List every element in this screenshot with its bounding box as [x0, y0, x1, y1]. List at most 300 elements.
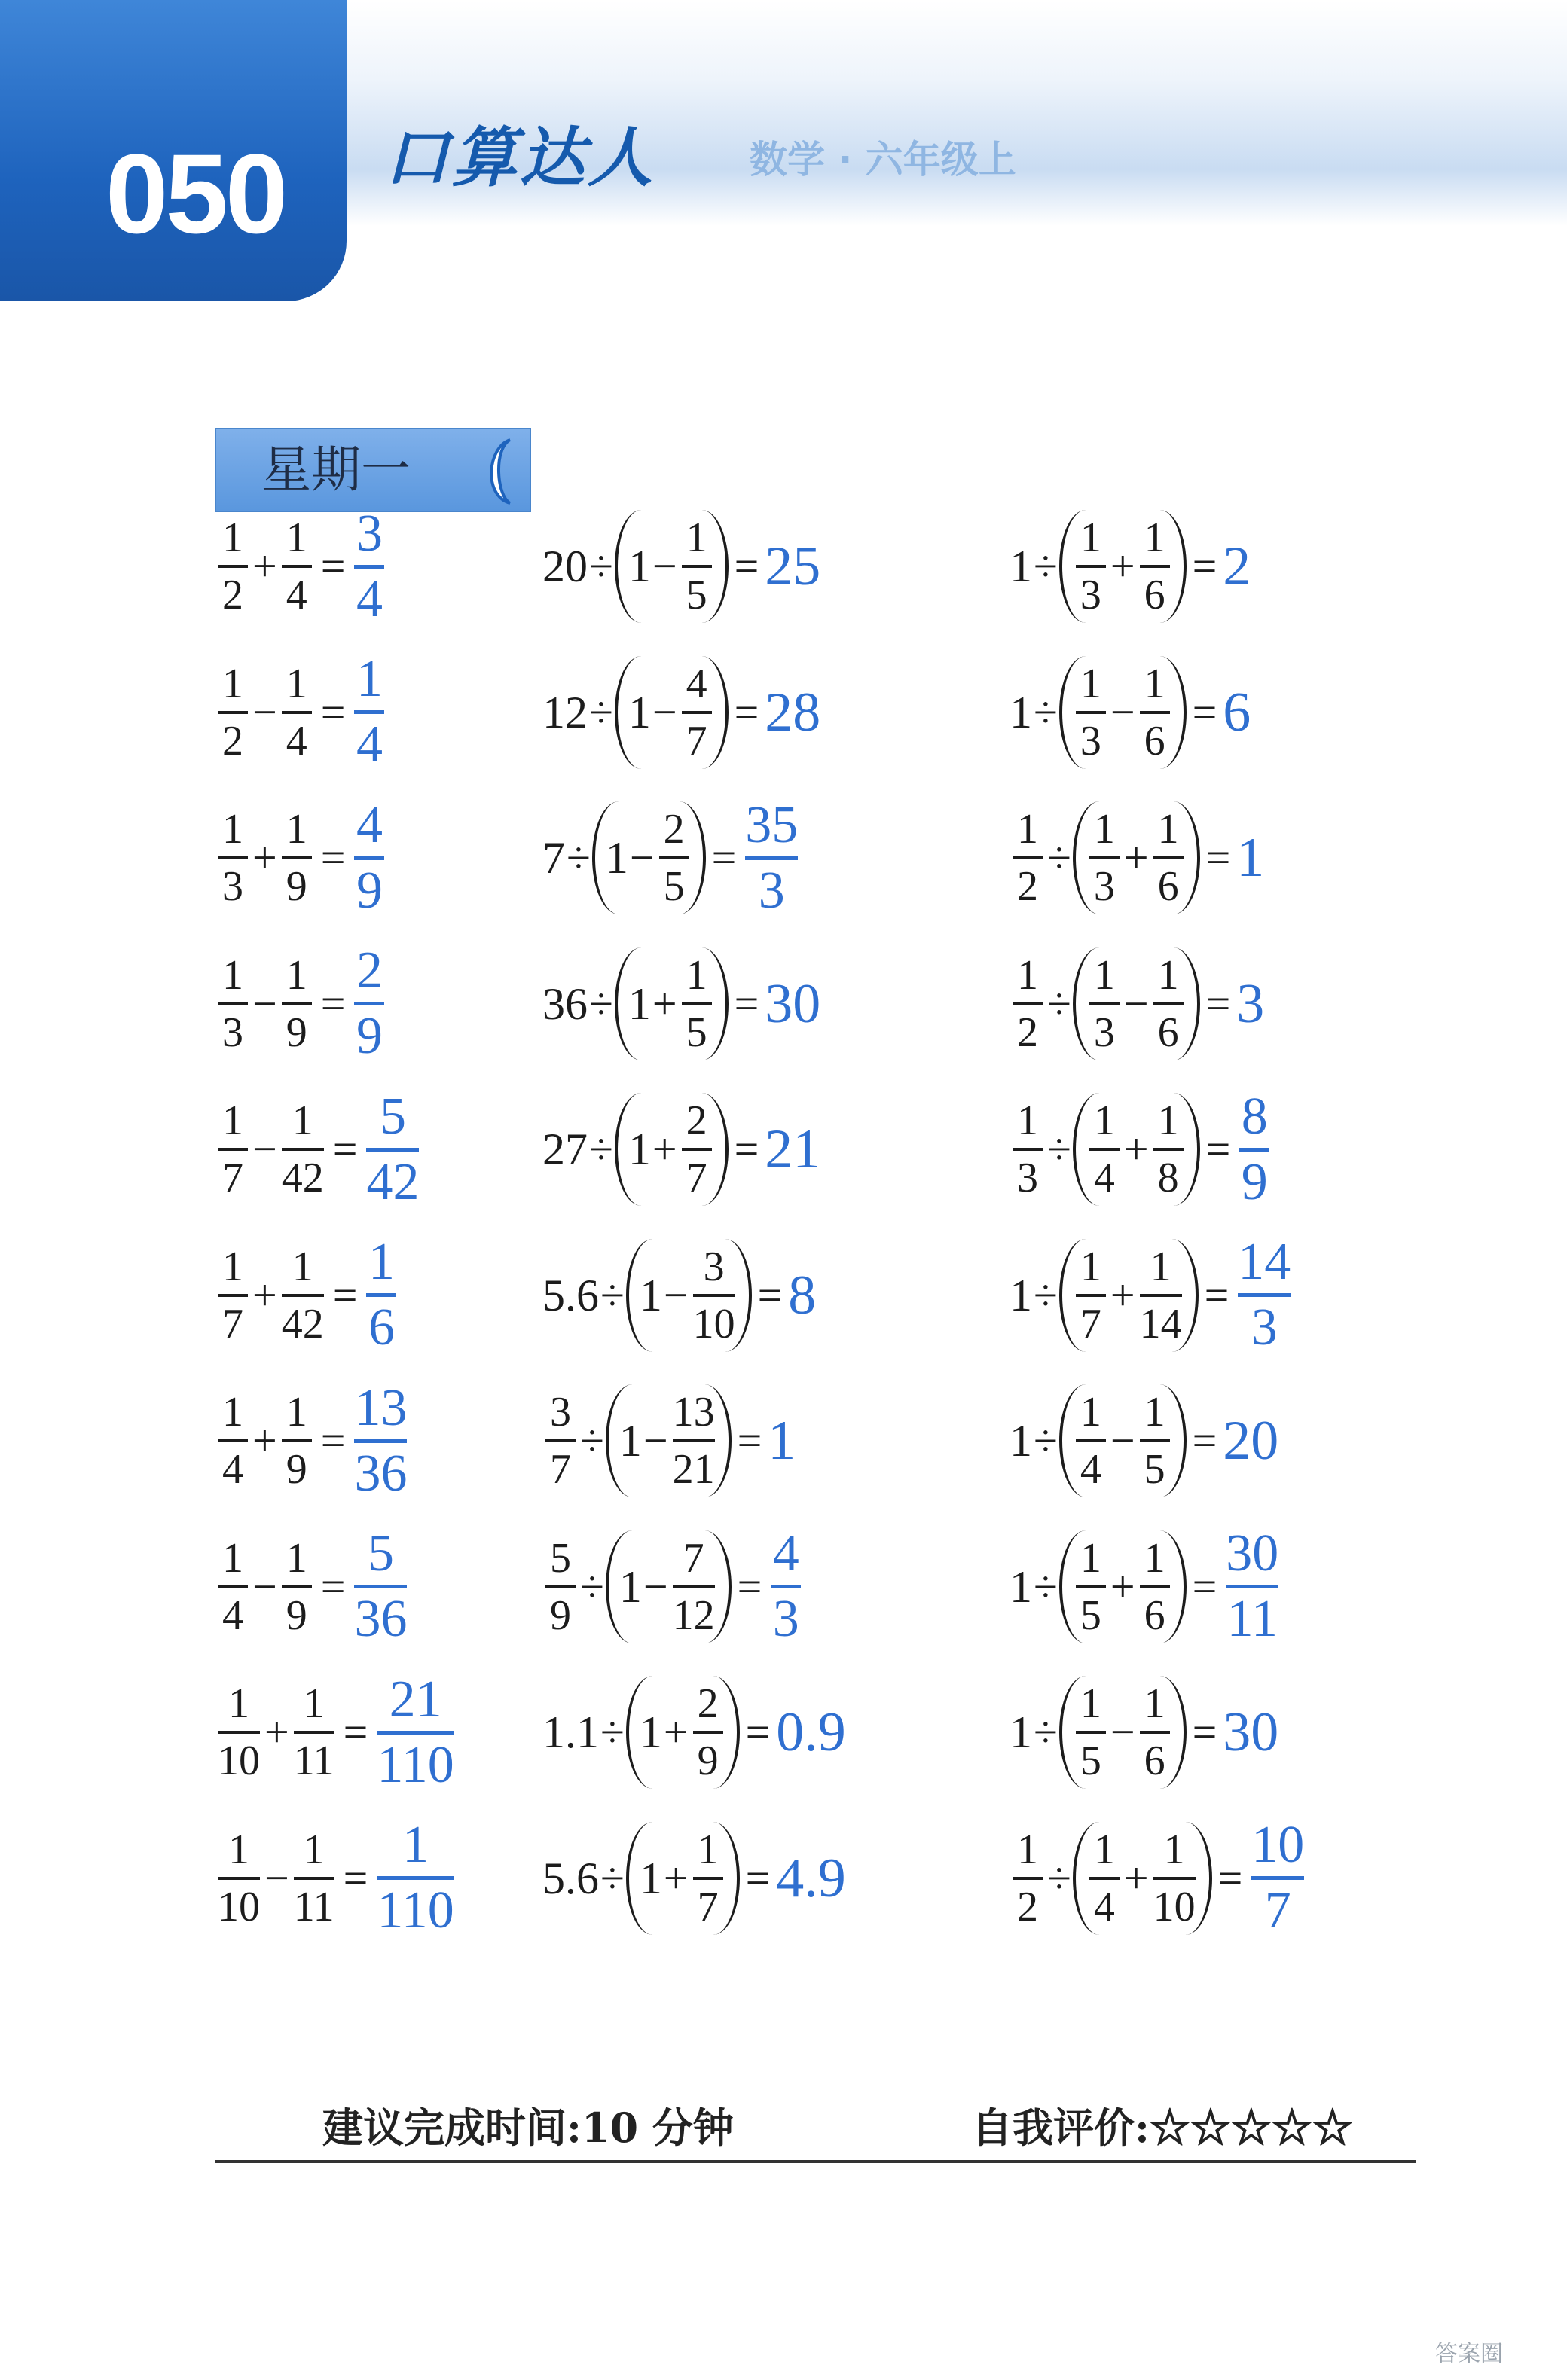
fraction-denominator: 6	[1157, 1008, 1179, 1056]
problem-item	[542, 1085, 820, 1213]
fraction-bar	[282, 1148, 324, 1151]
operator: +	[252, 542, 277, 590]
fraction-denominator: 7	[222, 1155, 243, 1201]
fraction-denominator: 36	[354, 1590, 408, 1648]
fraction-bar	[1140, 1439, 1170, 1442]
fraction-denominator: 6	[368, 1298, 395, 1356]
fraction-denominator: 7	[686, 1155, 707, 1201]
fraction-numerator: 1	[1017, 806, 1038, 853]
parenthesis-group	[1059, 510, 1187, 623]
fraction	[374, 1817, 457, 1939]
fraction	[1073, 1243, 1109, 1348]
number: 1	[628, 978, 651, 1029]
answer	[776, 1701, 846, 1763]
fraction-numerator: 1	[1144, 1534, 1165, 1582]
fraction-bar	[282, 1294, 324, 1297]
fraction-bar	[545, 1585, 576, 1588]
fraction-denominator: 2	[222, 717, 243, 764]
fraction	[679, 514, 715, 619]
operator: ÷	[580, 1416, 604, 1465]
fraction-denominator: 6	[1144, 572, 1165, 618]
fraction-bar	[218, 1877, 260, 1880]
number: 1	[605, 833, 628, 883]
fraction-denominator: 7	[1264, 1881, 1291, 1939]
problem-item	[542, 1814, 846, 1942]
answer	[374, 1817, 457, 1939]
operator: −	[1110, 1416, 1135, 1465]
day-banner-label: 星期一	[261, 441, 411, 499]
fraction-numerator: 1	[222, 1389, 243, 1436]
fraction-denominator: 3	[1251, 1298, 1278, 1356]
page-number: 050	[105, 130, 286, 257]
fraction-numerator: 1	[286, 1389, 307, 1436]
fraction-denominator: 42	[281, 1155, 324, 1201]
parenthesis-group	[606, 1530, 732, 1643]
fraction-denominator: 3	[222, 863, 243, 910]
number: 1	[628, 687, 651, 737]
fraction-bar	[659, 856, 689, 859]
fraction	[1086, 951, 1123, 1057]
fraction-bar	[1239, 1148, 1269, 1152]
equals-sign: =	[734, 687, 759, 737]
fraction-bar	[682, 1002, 712, 1005]
fraction-numerator: 1	[1163, 1826, 1185, 1873]
equals-sign: =	[1192, 1416, 1217, 1465]
fraction-numerator: 1	[1144, 660, 1165, 707]
fraction-bar	[282, 1439, 312, 1442]
parenthesis-group	[1073, 801, 1200, 914]
fraction-denominator: 3	[758, 861, 785, 920]
fraction-denominator: 10	[218, 1883, 260, 1930]
answer	[1236, 827, 1265, 889]
fraction-numerator: 1	[303, 1826, 325, 1873]
fraction-denominator: 9	[286, 1008, 307, 1056]
number: 36	[542, 978, 588, 1029]
parenthesis-group	[1073, 1093, 1200, 1206]
problem-item	[1010, 1377, 1278, 1505]
fraction-numerator: 2	[697, 1680, 719, 1727]
problem-item	[215, 502, 387, 630]
answer	[351, 506, 387, 627]
fraction-bar	[1013, 1002, 1043, 1005]
operator: −	[1110, 687, 1135, 737]
fraction	[542, 1388, 579, 1494]
equals-sign: =	[320, 978, 346, 1028]
answer	[765, 681, 821, 743]
parenthesis-group	[606, 1384, 732, 1497]
fraction-numerator: 1	[286, 660, 307, 707]
fraction-denominator: 3	[1080, 717, 1101, 764]
fraction-bar	[218, 1731, 260, 1734]
operator: +	[252, 1270, 277, 1320]
operator: +	[1123, 1853, 1149, 1902]
fraction-denominator: 9	[550, 1591, 571, 1639]
fraction-numerator: 5	[379, 1087, 406, 1146]
fraction-bar	[282, 856, 312, 859]
problem-item	[215, 1231, 399, 1359]
operator: ÷	[1034, 542, 1058, 590]
fraction-numerator: 1	[303, 1680, 325, 1727]
answer	[1223, 1701, 1279, 1763]
fraction-denominator: 2	[1017, 863, 1038, 910]
fraction-denominator: 9	[356, 1007, 383, 1065]
fraction-denominator: 11	[293, 1883, 334, 1930]
answer	[1248, 1817, 1307, 1939]
fraction-bar	[354, 1002, 384, 1005]
fraction-numerator: 4	[356, 795, 383, 854]
answer	[351, 943, 387, 1064]
problem-item	[1010, 940, 1264, 1068]
fraction-denominator: 6	[1144, 717, 1165, 764]
fraction-bar	[745, 856, 798, 860]
operator: +	[1123, 1124, 1149, 1173]
problem-item	[1010, 1231, 1294, 1359]
fraction-denominator: 36	[354, 1444, 408, 1503]
answer-value: 3	[1236, 972, 1265, 1035]
equals-sign: =	[757, 1270, 783, 1320]
fraction-numerator: 1	[686, 951, 707, 999]
operator: ÷	[1034, 687, 1058, 737]
fraction-numerator: 3	[356, 504, 383, 563]
answer-value: 21	[765, 1118, 821, 1180]
operator: +	[663, 1707, 689, 1756]
answer-value: 6	[1223, 681, 1251, 743]
problem-item	[1010, 1814, 1307, 1942]
book-title: 口算达人	[384, 121, 655, 196]
operator: ÷	[589, 978, 613, 1028]
book-subtitle: 数学 · 六年级上	[750, 138, 1016, 182]
fraction-bar	[1089, 856, 1120, 859]
fraction-bar	[282, 1002, 312, 1005]
fraction-denominator: 5	[1144, 1446, 1165, 1493]
operator: ÷	[1047, 833, 1071, 882]
operator: −	[652, 687, 677, 737]
fraction	[215, 660, 251, 765]
fraction-bar	[1076, 1439, 1106, 1442]
fraction-bar	[693, 1294, 735, 1297]
fraction-bar	[354, 710, 384, 714]
fraction-bar	[218, 1002, 248, 1005]
answer	[765, 1118, 821, 1180]
fraction-numerator: 1	[1150, 1243, 1171, 1290]
fraction-bar	[771, 1585, 801, 1588]
fraction-bar	[377, 1876, 454, 1880]
fraction	[363, 1089, 422, 1210]
fraction	[363, 1234, 399, 1356]
fraction-denominator: 14	[1139, 1300, 1182, 1347]
problem-item	[1010, 1523, 1281, 1651]
fraction-bar	[1076, 1731, 1106, 1734]
equals-sign: =	[320, 1561, 346, 1611]
fraction-denominator: 11	[293, 1738, 334, 1784]
fraction	[215, 1680, 263, 1785]
fraction-denominator: 110	[377, 1735, 454, 1794]
problem-item	[542, 1377, 796, 1505]
operator: ÷	[1034, 1561, 1058, 1611]
problem-item	[542, 1231, 816, 1359]
fraction-bar	[673, 1585, 715, 1588]
number: 1	[1010, 687, 1032, 737]
number: 1	[639, 1270, 662, 1320]
fraction	[1235, 1234, 1294, 1356]
operator: ÷	[1034, 1416, 1058, 1465]
fraction-numerator: 1	[1093, 951, 1115, 999]
equals-sign: =	[1205, 833, 1231, 882]
operator: +	[252, 1416, 277, 1465]
parenthesis-group	[1059, 1530, 1187, 1643]
equals-sign: =	[737, 1561, 762, 1611]
fraction-bar	[682, 565, 712, 568]
operator: −	[663, 1270, 689, 1320]
fraction-bar	[294, 1731, 334, 1734]
fraction-bar	[1140, 711, 1170, 714]
fraction-numerator: 7	[683, 1534, 704, 1582]
number: 1	[1010, 542, 1032, 591]
fraction	[670, 1534, 718, 1640]
fraction-numerator: 1	[286, 951, 307, 999]
operator: ÷	[1034, 1270, 1058, 1320]
fraction-numerator: 8	[1241, 1087, 1268, 1146]
fraction-numerator: 1	[286, 1534, 307, 1582]
fraction	[291, 1826, 338, 1931]
equals-sign: =	[1217, 1853, 1243, 1902]
parenthesis-group	[626, 1239, 752, 1352]
problem-item	[542, 648, 820, 777]
operator: +	[1110, 1561, 1135, 1611]
fraction	[351, 943, 387, 1064]
fraction-bar	[1153, 1002, 1184, 1005]
fraction-bar	[218, 1294, 248, 1297]
operator: −	[252, 687, 277, 737]
fraction-numerator: 2	[356, 941, 383, 999]
fraction-bar	[218, 1439, 248, 1442]
fraction-bar	[282, 711, 312, 714]
fraction-bar	[1089, 1877, 1120, 1880]
fraction	[351, 506, 387, 627]
equals-sign: =	[1205, 1124, 1231, 1173]
parenthesis-group	[1073, 1822, 1212, 1935]
problem-item	[215, 1523, 410, 1651]
fraction	[1073, 1388, 1109, 1494]
fraction-denominator: 21	[672, 1446, 715, 1493]
fraction-denominator: 3	[772, 1590, 799, 1648]
number: 7	[542, 833, 565, 883]
fraction-bar	[218, 856, 248, 859]
fraction-denominator: 4	[356, 716, 383, 774]
problem-item	[542, 502, 820, 630]
fraction-bar	[1076, 565, 1106, 568]
equals-sign: =	[320, 1416, 346, 1465]
problem-item	[1010, 502, 1251, 630]
fraction-numerator: 1	[228, 1826, 249, 1873]
answer	[351, 795, 387, 920]
operator: −	[643, 1416, 668, 1465]
equals-sign: =	[320, 833, 346, 882]
fraction-denominator: 4	[222, 1446, 243, 1493]
fraction-bar	[366, 1148, 419, 1152]
operator: ÷	[600, 1270, 625, 1320]
fraction-denominator: 2	[1017, 1008, 1038, 1056]
parenthesis-group	[615, 1093, 729, 1206]
fraction	[1010, 951, 1046, 1057]
answer-value: 30	[1223, 1701, 1279, 1763]
fraction-denominator: 7	[686, 717, 707, 764]
fraction-denominator: 9	[286, 1446, 307, 1493]
answer	[374, 1672, 457, 1793]
fraction-bar	[354, 1585, 407, 1588]
answer	[1223, 1526, 1281, 1647]
answer	[765, 536, 821, 597]
parenthesis-group	[1059, 1384, 1187, 1497]
problem-item	[215, 648, 387, 777]
fraction-denominator: 7	[222, 1300, 243, 1347]
fraction	[1073, 514, 1109, 619]
operator: ÷	[1034, 1707, 1058, 1756]
number: 1.1	[542, 1707, 599, 1757]
operator: −	[264, 1853, 289, 1902]
fraction	[215, 1097, 251, 1202]
fraction-bar	[1153, 1877, 1196, 1880]
fraction-bar	[1013, 1148, 1043, 1151]
operator: ÷	[589, 542, 613, 590]
fraction-denominator: 3	[1093, 863, 1115, 910]
fraction	[351, 795, 387, 920]
equals-sign: =	[734, 978, 759, 1028]
fraction-denominator: 8	[1157, 1155, 1179, 1201]
problem-item	[1010, 648, 1251, 777]
fraction	[1150, 1097, 1187, 1202]
fraction-denominator: 5	[663, 863, 685, 910]
answer	[363, 1089, 422, 1210]
answer	[1223, 681, 1251, 743]
fraction-denominator: 6	[1157, 863, 1179, 910]
operator: −	[252, 1124, 277, 1173]
operator: −	[1123, 978, 1149, 1028]
fraction	[1236, 1089, 1272, 1210]
answer	[1236, 1089, 1272, 1210]
answer-value: 2	[1223, 536, 1251, 597]
number: 1	[1010, 1707, 1032, 1757]
operator: ÷	[1047, 1853, 1071, 1902]
fraction	[215, 805, 251, 911]
problem-item	[215, 940, 387, 1068]
fraction	[1073, 1680, 1109, 1785]
answer-value: 1	[768, 1410, 796, 1472]
fraction-numerator: 13	[672, 1389, 715, 1436]
fraction-bar	[1238, 1293, 1291, 1297]
fraction	[215, 1826, 263, 1931]
fraction	[279, 951, 315, 1057]
fraction-numerator: 1	[1017, 1826, 1038, 1873]
operator: −	[252, 1561, 277, 1611]
fraction	[1150, 951, 1187, 1057]
number: 1	[619, 1561, 642, 1612]
fraction-numerator: 1	[228, 1680, 249, 1727]
fraction-numerator: 3	[550, 1389, 571, 1436]
fraction-bar	[354, 1439, 407, 1443]
suggested-time: 建议完成时间:10 分钟	[322, 2104, 734, 2152]
answer	[351, 651, 387, 773]
fraction	[1086, 1097, 1123, 1202]
fraction-denominator: 5	[1080, 1591, 1101, 1639]
fraction-numerator: 1	[292, 1097, 313, 1144]
fraction-denominator: 6	[1144, 1738, 1165, 1784]
fraction-denominator: 4	[286, 717, 307, 764]
problem-item	[215, 1668, 457, 1796]
fraction-numerator: 4	[772, 1524, 799, 1582]
number: 27	[542, 1124, 588, 1174]
fraction-numerator: 5	[550, 1534, 571, 1582]
fraction	[679, 951, 715, 1057]
fraction-bar	[282, 1585, 312, 1588]
fraction	[215, 951, 251, 1057]
fraction	[351, 1378, 410, 1503]
operator: ÷	[1047, 1124, 1071, 1173]
footer-divider	[215, 2160, 1416, 2163]
operator: +	[252, 833, 277, 882]
fraction	[215, 514, 251, 619]
answer-value: 0.9	[776, 1701, 846, 1763]
fraction	[291, 1680, 338, 1785]
fraction-denominator: 9	[1241, 1152, 1268, 1211]
fraction-numerator: 1	[1080, 1389, 1101, 1436]
operator: ÷	[600, 1853, 625, 1902]
operator: ÷	[600, 1707, 625, 1756]
fraction-bar	[1140, 1731, 1170, 1734]
equals-sign: =	[320, 542, 346, 590]
fraction-bar	[366, 1293, 396, 1297]
fraction	[690, 1826, 726, 1931]
fraction-numerator: 1	[402, 1816, 429, 1874]
fraction	[742, 795, 801, 920]
fraction-numerator: 1	[222, 660, 243, 707]
fraction	[679, 660, 715, 765]
fraction	[679, 1097, 715, 1202]
answer-value: 4.9	[776, 1847, 846, 1909]
fraction-bar	[693, 1877, 723, 1880]
answer	[768, 1526, 804, 1647]
answer-value: 30	[765, 972, 821, 1035]
fraction-numerator: 1	[368, 1233, 395, 1291]
fraction	[542, 1534, 579, 1640]
operator: +	[1110, 542, 1135, 590]
fraction-denominator: 9	[286, 863, 307, 910]
equals-sign: =	[745, 1853, 771, 1902]
fraction	[670, 1388, 718, 1494]
fraction-numerator: 1	[1080, 660, 1101, 707]
fraction-denominator: 6	[1144, 1591, 1165, 1639]
fraction	[279, 660, 315, 765]
fraction-numerator: 10	[1251, 1816, 1305, 1874]
fraction-denominator: 9	[286, 1591, 307, 1639]
fraction	[215, 1243, 251, 1348]
number: 1	[1010, 1561, 1032, 1612]
fraction	[1137, 1534, 1173, 1640]
fraction	[279, 1388, 315, 1494]
fraction-numerator: 1	[1080, 1534, 1101, 1582]
number: 20	[542, 542, 588, 591]
fraction	[1086, 805, 1123, 911]
parenthesis-group	[1073, 947, 1200, 1060]
fraction	[1137, 1388, 1173, 1494]
operator: ÷	[589, 1124, 613, 1173]
fraction-bar	[1013, 1877, 1043, 1880]
fraction-numerator: 1	[1144, 514, 1165, 561]
fraction-denominator: 10	[692, 1300, 735, 1347]
fraction-bar	[682, 711, 712, 714]
fraction	[1073, 660, 1109, 765]
fraction-numerator: 1	[1017, 1097, 1038, 1144]
